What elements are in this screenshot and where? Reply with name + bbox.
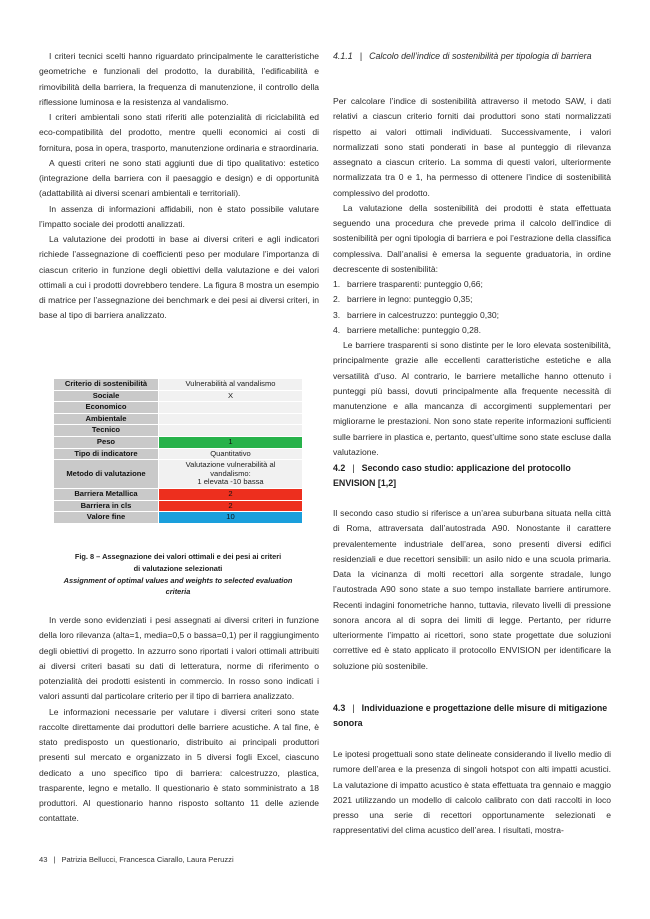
page-number: 43 [39, 855, 48, 864]
footer-separator: | [53, 855, 56, 864]
paragraph: Le barriere trasparenti si sono distinte per le loro elevata sostenibilità, principalmente grazie alle eccellenti caratteristiche estetiche e alla versatilità d’uso. Al contrario, le barriere metalliche hanno ottenuto i punteggi più bassi, dovuti principalmente alla frequente necessità di manutenzione e alla mancanza di accorgimenti supplementari per migliorarne le prestazioni. Non sono state reperite informazioni sufficienti sulle barriere in plastica e, pertanto, quest’ultime sono state escluse dalla valutazione. [333, 340, 611, 457]
table-row [54, 500, 303, 512]
table-cell: Economico [54, 402, 159, 414]
left-column-bottom [39, 613, 319, 827]
table-row [54, 448, 303, 460]
optimal-value-cell: 10 [159, 512, 303, 524]
table-cell: Sociale [54, 390, 159, 402]
table-row [54, 425, 303, 437]
table-cell: Tecnico [54, 425, 159, 437]
paragraph: Il secondo caso studio si riferisce a un’area suburbana situata nella città di Roma, attraversata dall’autostrada A90. Nonostante il carattere prevalentemente industriale dell’area, sono presenti diversi edifici residenziali e due recettori sensibili: un asilo nido e una scuola primaria. Data la vicinanza di molti recettori alla sorgente stradale, lungo l’autostrada A90 sono state a suo tempo installate barriere antirumore. Recenti indagini fonometriche hanno, tuttavia, rilevato livelli di pressione sonora ancora al di sopra dei limiti di legge. Pertanto, per ridurre ulteriormente l’impatto ai ricettori, sono state progettate due soluzioni correttive ed è stato applicato il protocollo ENVISION per identificare la soluzione più sostenibile. [333, 508, 611, 671]
assumed-value-cell: 2 [159, 488, 303, 500]
list-item: 4. barriere metalliche: punteggio 0,28. [333, 324, 481, 335]
left-column-top [39, 49, 319, 324]
section-heading [333, 461, 611, 492]
table-cell: Quantitativo [159, 448, 303, 460]
paragraph: A questi criteri ne sono stati aggiunti due di tipo qualitativo: estetico (integrazione della barriera con il paesaggio e design) e di opportunità (adattabilità ai diversi scenari ambientali e territoriali). [39, 157, 319, 199]
heading-number: 4.1.1 [333, 51, 353, 61]
table-row [54, 379, 303, 391]
table-row [54, 460, 303, 489]
caption-line: Fig. 8 – Assegnazione dei valori ottimali e dei pesi ai criteri [74, 552, 282, 561]
heading-separator: | [352, 703, 355, 713]
heading-title: Calcolo dell’indice di sostenibilità per tipologia di barriera [369, 51, 592, 61]
table-cell [159, 413, 303, 425]
section-heading [333, 701, 611, 732]
table-cell: Vulnerabilità al vandalismo [159, 379, 303, 391]
table-cell: Peso [54, 436, 159, 448]
right-column-section-42 [333, 506, 611, 674]
list-item: 3. barriere in calcestruzzo: punteggio 0,30; [333, 309, 500, 320]
table-cell: X [159, 390, 303, 402]
table-cell: Tipo di indicatore [54, 448, 159, 460]
paragraph: I criteri ambientali sono stati riferiti alle potenzialità di riciclabilità ed eco-compatibilità del prodotto, mentre quelli economici ai costi di fornitura, posa in opera, trasporto, manutenzione ordinaria e straordinaria. [39, 112, 319, 153]
cell-line: 1 elevata -10 bassa [197, 477, 264, 487]
heading-title: Individuazione e progettazione delle misure di mitigazione sonora [333, 703, 608, 729]
table-cell [159, 460, 303, 489]
page-footer [39, 855, 234, 864]
subsection-heading [333, 49, 611, 64]
table-row [54, 512, 303, 524]
table-cell: Metodo di valutazione [54, 460, 159, 489]
paragraph: La valutazione dei prodotti in base ai diversi criteri e agli indicatori richiede l’assegnazione di coefficienti peso per modulare l’importanza di ciascun criterio in funzione degli obiettivi della valutazione e dei valori ottimali a cui i prodotti dovrebbero tendere. La figura 8 mostra un esempio di matrice per l’assegnazione dei benchmark e dei pesi ai diversi criteri, in base al tipo di barriera analizzato. [39, 234, 319, 321]
paragraph: In assenza di informazioni affidabili, non è stato possibile valutare l’impatto sociale dei prodotti analizzati. [39, 203, 319, 229]
caption-line-english: Assignment of optimal values and weights to selected evaluation [63, 575, 293, 585]
footer-authors: Patrizia Bellucci, Francesca Ciarallo, Laura Peruzzi [61, 855, 234, 864]
paragraph: In verde sono evidenziati i pesi assegnati ai diversi criteri in funzione della loro rilevanza (alta=1, media=0,5 o bassa=0,1) per il raggiungimento degli obiettivi di progetto. In azzurro sono riportati i valori ottimali attribuiti ai diversi criteri basati su dati di letteratura, norme di riferimento o potenzialità dei prodotti esistenti in commercio. In rosso sono indicati i valori assunti dal particolare criterio per il tipo di barriera analizzato. [39, 615, 319, 702]
right-column-section-411 [333, 94, 611, 460]
table-cell: Ambientale [54, 413, 159, 425]
table-cell: Barriera Metallica [54, 488, 159, 500]
table-cell [159, 402, 303, 414]
table-row [54, 488, 303, 500]
weight-cell: 1 [159, 436, 303, 448]
heading-separator: | [352, 463, 355, 473]
list-item: 1. barriere trasparenti: punteggio 0,66; [333, 279, 483, 289]
paragraph: Per calcolare l’indice di sostenibilità attraverso il metodo SAW, i dati relativi a ciascun criterio forniti dai produttori sono stati normalizzati rispetto ai valori ottimali individuati. Successivamente, i valori normalizzati sono stati ponderati in base al punteggio di rilevanza assegnato a ciascun criterio. La somma di questi valori, ulteriormente normalizzata tra 0 e 1, ha permesso di ottenere l’indice di sostenibilità complessivo del prodotto. [333, 96, 611, 198]
table-cell: Criterio di sostenibilità [54, 379, 159, 391]
list-item: 2. barriere in legno: punteggio 0,35; [333, 294, 473, 305]
paragraph: La valutazione della sostenibilità dei prodotti è stata effettuata seguendo una procedura che prevede prima il calcolo dell’indice di sostenibilità per ogni tipologia di barriera e poi l’estrazione della classifica complessiva. Dall’analisi è emersa la seguente graduatoria, in ordine decrescente di sostenibilità: [333, 202, 611, 274]
paragraph: Le ipotesi progettuali sono state delineate considerando il livello medio di rumore dell’area e la presenza di singoli hotspot con alti impatti acustici. La valutazione di impatto acustico è stata effettuata tra gennaio e maggio 2021 utilizzando un modello di calcolo calibrato con dati raccolti in loco presso una serie di recettori opportunamente selezionati e rappresentativi del clima acustico dell’area. I risultati, mostra- [333, 749, 611, 836]
table-row [54, 413, 303, 425]
caption-line: di valutazione selezionati [133, 563, 223, 573]
cell-line: Valutazione vulnerabilità al [185, 460, 276, 470]
heading-number: 4.2 [333, 463, 346, 473]
table-cell: Valore fine [54, 512, 159, 524]
heading-separator: | [359, 51, 363, 61]
table-cell: Barriera in cls [54, 500, 159, 512]
cell-line: vandalismo: [210, 468, 251, 478]
sustainability-matrix-table [53, 378, 303, 524]
heading-title: Secondo caso studio: applicazione del protocollo ENVISION [1,2] [333, 463, 571, 489]
paragraph: I criteri tecnici scelti hanno riguardato principalmente le caratteristiche geometriche e funzionali del prodotto, la durabilità, l’edificabilità e rimovibilità della barriera, la frequenza di manutenzione, il controllo della riflessione luminosa e la resistenza al vandalismo. [39, 51, 319, 107]
table-row [54, 390, 303, 402]
caption-line-english: criteria [165, 587, 191, 597]
table-row [54, 436, 303, 448]
figure-caption [53, 551, 303, 598]
ranking-list [333, 277, 611, 338]
assumed-value-cell: 2 [159, 500, 303, 512]
paragraph: Le informazioni necessarie per valutare i diversi criteri sono state raccolte direttamente dai produttori delle barriere acustiche. A tal fine, è stato predisposto un questionario, distribuito ai principali produttori presenti sul mercato e organizzato in 5 diversi fogli Excel, ciascuno dedicato a uno specifico tipo di barriera: calcestruzzo, plastica, trasparente, legno e metallo. Il questionario è stato somministrato a 18 produttori. Al questionario hanno risposto soltanto 11 delle aziende contattate. [39, 706, 319, 824]
right-column-section-43 [333, 747, 611, 839]
table-cell [159, 425, 303, 437]
heading-number: 4.3 [333, 703, 346, 713]
table-row [54, 402, 303, 414]
